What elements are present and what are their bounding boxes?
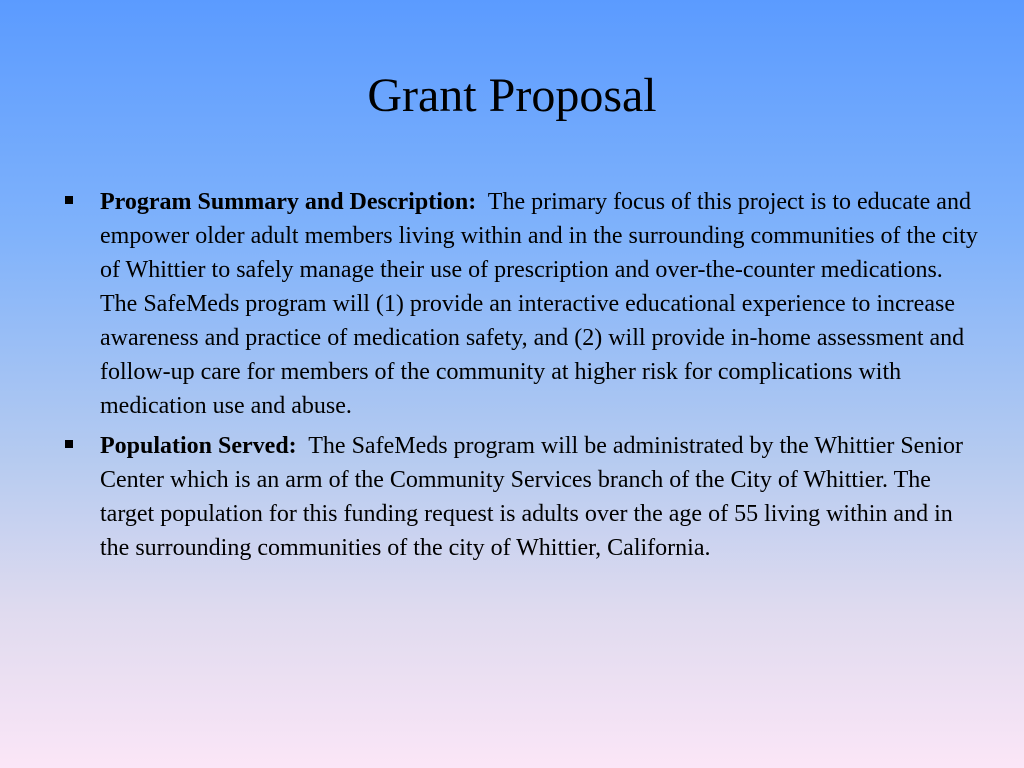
bullet-heading: Population Served: <box>100 433 297 459</box>
bullet-text: The primary focus of this project is to educate and empower older adult members living within and in the surrounding communities of the city of Whittier to safely manage their use of prescription and over-the-counter medications. The SafeMeds program will (1) provide an interactive educational experience to increase awareness and practice of medication safety, and (2) will provide in-home assessment and follow-up care for members of the community at higher risk for complications with medication use and abuse. <box>100 189 978 419</box>
slide-title: Grant Proposal <box>367 69 657 122</box>
bullet-list <box>100 185 980 571</box>
bullet-item-program-summary <box>100 185 980 423</box>
square-bullet-icon <box>65 440 73 448</box>
bullet-text: The SafeMeds program will be administrated by the Whittier Senior Center which is an arm of the Community Services branch of the City of Whittier. The target population for this funding request is adults over the age of 55 living within and in the surrounding communities of the city of Whittier, California. <box>100 433 963 561</box>
square-bullet-icon <box>65 196 73 204</box>
bullet-heading: Program Summary and Description: <box>100 189 477 215</box>
bullet-item-population-served <box>100 429 980 565</box>
